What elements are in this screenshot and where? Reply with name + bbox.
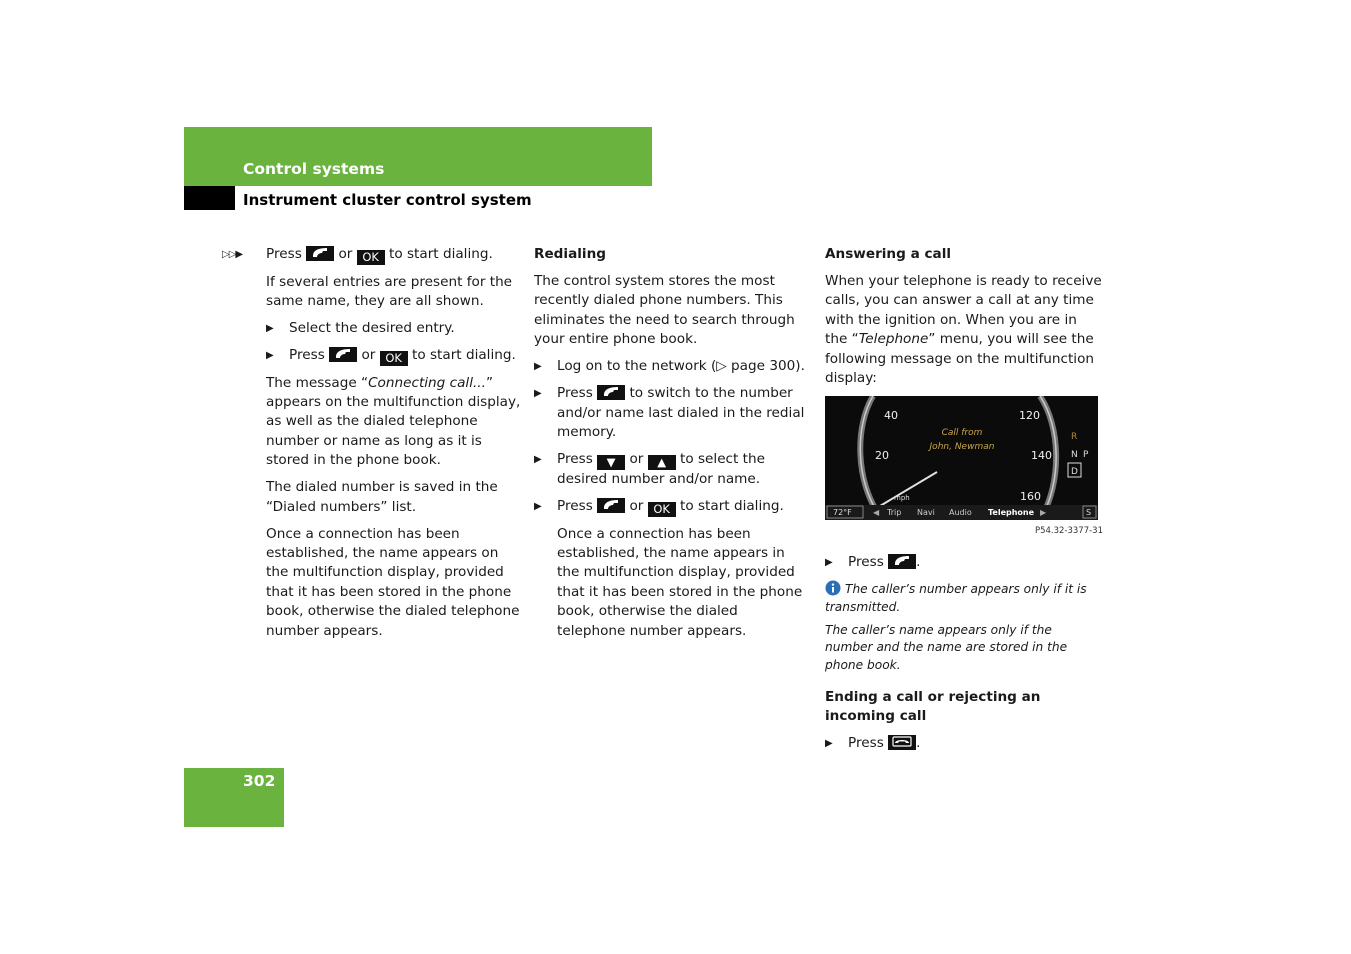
heading-redialing: Redialing <box>534 246 606 262</box>
gear-indicator: N <box>1071 450 1078 461</box>
multifunction-display-image <box>825 396 1098 520</box>
speed-label: 160 <box>1020 490 1041 504</box>
continuation-marker: ▷▷▶ <box>222 249 243 260</box>
menu-item: Audio <box>949 508 972 518</box>
ok-key: OK <box>380 351 408 366</box>
step-select-number: ▶ Press ▼ or ▲ to select the desired number and/or name. <box>534 451 765 488</box>
column-2 <box>534 245 810 649</box>
heading-ending-call: Ending a call or rejecting an incoming call <box>825 689 1041 725</box>
bullet-icon: ▶ <box>534 501 542 513</box>
gear-indicator: R <box>1071 432 1078 443</box>
ok-key: OK <box>648 502 676 517</box>
column-3 <box>825 245 1103 761</box>
phone-call-key <box>329 347 357 362</box>
paragraph: The message “Connecting call...” appears on the multifunction display, as well as the dialed telephone number or name as long as it is stored in the phone book. <box>266 374 521 469</box>
gear-indicator: P <box>1083 450 1089 461</box>
step-start-dialing-2: ▶ Press or OK to start dialing. <box>266 347 516 365</box>
speed-unit: mph <box>894 494 910 503</box>
step-log-on: ▶ Log on to the network (▷ page 300). <box>534 357 810 376</box>
phone-call-key <box>306 246 334 261</box>
speed-label: 20 <box>875 449 889 463</box>
speed-label: 120 <box>1019 409 1040 423</box>
caller-name: John, Newman <box>929 442 995 453</box>
step-start-dialing: ▶ Press or OK to start dialing. <box>534 498 784 517</box>
paragraph: Once a connection has been established, the name appears in the multifunction display, provided that it has been stored in the phone book, otherwise the dialed telephone number appears. <box>557 525 803 639</box>
call-from-label: Call from <box>941 428 983 439</box>
gear-indicator: D <box>1071 467 1078 478</box>
paragraph: The dialed number is saved in the “Dialed numbers” list. <box>266 479 498 515</box>
phone-on-hook-icon <box>891 735 913 748</box>
column-1 <box>266 245 521 649</box>
phone-off-hook-icon <box>310 246 330 259</box>
up-arrow-key: ▲ <box>648 455 676 470</box>
phone-off-hook-icon <box>333 347 353 360</box>
phone-call-key <box>597 385 625 400</box>
phone-hangup-key <box>888 735 916 750</box>
bullet-icon: ▶ <box>534 454 542 466</box>
menu-item: Navi <box>917 508 935 518</box>
note: The caller’s name appears only if the number and the name are stored in the phone book. <box>825 622 1068 672</box>
subsection-title: Instrument cluster control system <box>243 191 532 209</box>
bullet-icon: ▶ <box>534 361 542 373</box>
paragraph: If several entries are present for the same name, they are all shown. <box>266 273 513 309</box>
menu-item: Trip <box>887 508 902 518</box>
header-tab-marker <box>184 186 235 210</box>
bullet-icon: ▶ <box>266 323 274 334</box>
bullet-icon: ▶ <box>266 350 274 361</box>
info-note: The caller’s number appears only if it is transmitted. <box>825 582 1087 614</box>
step-select-entry: ▶ Select the desired entry. <box>266 319 521 338</box>
section-title: Control systems <box>243 160 385 178</box>
speed-label: 40 <box>884 409 898 423</box>
bullet-icon: ▶ <box>534 388 542 400</box>
svg-text:▶: ▶ <box>1040 508 1047 518</box>
paragraph: When your telephone is ready to receive calls, you can answer a call at any time with the ignition on. When you are in the “Telephone” menu, you will see the following message on the multifunction display: <box>825 273 1102 387</box>
phone-call-key <box>597 498 625 513</box>
step-switch-redial: ▶ Press to switch to the number and/or name last dialed in the redial memory. <box>534 385 805 441</box>
speed-label: 140 <box>1031 449 1052 463</box>
step-answer-call: ▶ Press . <box>825 553 1103 572</box>
bullet-icon: ▶ <box>825 557 833 569</box>
svg-text:◀: ◀ <box>873 508 880 518</box>
temperature-readout: 72°F <box>833 508 852 518</box>
info-icon <box>825 580 841 596</box>
menu-item-active: Telephone <box>988 508 1035 518</box>
down-arrow-key: ▼ <box>597 455 625 470</box>
step-end-call: ▶ Press . <box>825 734 1103 753</box>
phone-off-hook-icon <box>892 554 912 567</box>
paragraph: The control system stores the most recently dialed phone numbers. This eliminates the need to search through your entire phone book. <box>534 273 795 348</box>
phone-off-hook-icon <box>601 385 621 398</box>
bullet-icon: ▶ <box>825 738 833 750</box>
step-start-dialing: Press or OK to start dialing. <box>266 246 493 264</box>
phone-call-key <box>888 554 916 569</box>
mode-indicator: S <box>1086 508 1092 518</box>
ok-key: OK <box>357 250 385 265</box>
page-number: 302 <box>243 772 276 790</box>
phone-off-hook-icon <box>601 498 621 511</box>
heading-answering-call: Answering a call <box>825 246 952 262</box>
image-code: P54.32-3377-31 <box>1034 526 1103 537</box>
paragraph: Once a connection has been established, the name appears on the multifunction display, provided that it has been stored in the phone book, otherwise the dialed telephone number appears. <box>266 525 520 639</box>
